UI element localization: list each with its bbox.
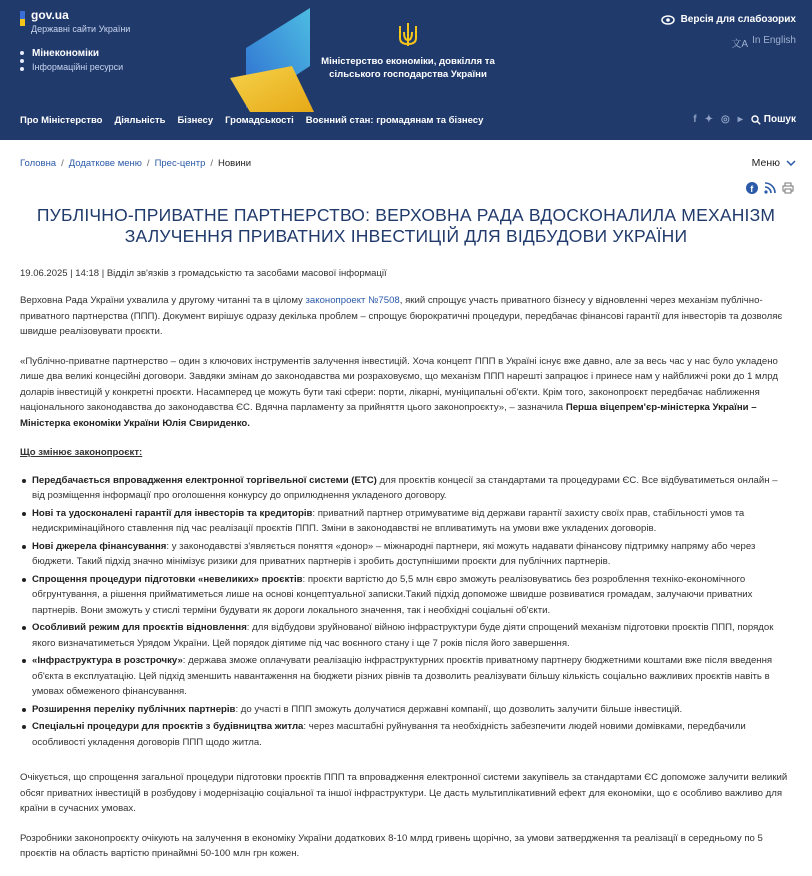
search-label: Пошук xyxy=(763,114,796,125)
trident-icon xyxy=(397,22,419,48)
facebook-icon[interactable]: f xyxy=(693,114,697,125)
telegram-icon[interactable]: ▸ xyxy=(737,114,743,125)
nav-item-martial-law[interactable]: Воєнний стан: громадянам та бізнесу xyxy=(305,115,484,126)
nav-item-business[interactable]: Бізнесу xyxy=(177,115,214,126)
gov-ua-link[interactable] xyxy=(20,8,160,34)
quote-author: Перша віцепрем'єр-міністерка України – Міністерка економіки України Юлія Свириденко. xyxy=(20,402,757,429)
list-item: Спрощення процедури підготовки «невеликих» проєктів: проєкти вартістю до 5,5 млн євро зможуть реалізовуватись без розроблення техніко-економічного обгрунтування, а рішення прийматиметься лише на основі концептуальної записки.Такий підхід допоможе швидше розвиватися громадам, залучаючи приватних партнерів. Вони зможуть у стислі терміни будувати як дороги локального значення, так і необхідні соціальні об'єкти. xyxy=(20,572,792,619)
min-title: Мінекономіки xyxy=(32,48,100,59)
nav-item-activity[interactable]: Діяльність xyxy=(114,115,166,126)
paragraph-quote: «Публічно-приватне партнерство – один з ключових інструментів залучення інвестицій. Хоча концепт ППП в Україні існує вже давно, але за весь час у нас було укладено лише два великі концесійні договори. Завдяки змінам до законодавства ми розраховуємо, що механізм ППП нарешті запрацює і принесе нам у найближчі роки до 1 млрд доларів інвестицій у конкретні проєкти. Насамперед це можуть бути такі сфери: порти, лікарні, муніципальні об'єкти. Крім того, законопроєкт передбачає наближення національного законодавства до законодавства ЄС. Вдячна парламенту за прийняття цього законопроєкту», – зазначила Перша віцепрем'єр-міністерка України – Міністерка економіки України Юлія Свириденко. xyxy=(20,355,778,429)
list-item: Нові та удосконалені гарантії для інвесторів та кредиторів: приватний партнер отримуватиме від держави гарантії захисту своїх прав, стабільності умов та недискримінаційного ставлення під час реалізації проєктів ППП. Зміни в законодавстві не впливатимуть на умови вже укладених договорів. xyxy=(20,506,792,537)
changes-list xyxy=(20,473,792,751)
list-item: Особливий режим для проєктів відновлення: для відбудови зруйнованої війною інфраструктури буде діяти спрощений механізм підготовки проєктів ППП, порядок якого визначатиметься Урядом України. Цей порядок діятиме під час воєнного стану і ще 7 років після його завершення. xyxy=(20,620,792,651)
youtube-icon[interactable]: ◎ xyxy=(721,114,730,125)
list-item: Спеціальні процедури для проєктів з будівництва житла: через масштабні руйнування та необхідність забезпечити людей новими домівками, передбачили особливості укладення договорів ППП щодо житла. xyxy=(20,719,792,750)
dots-icon xyxy=(20,48,24,72)
facebook-share-icon[interactable] xyxy=(746,182,758,194)
ukraine-flag-icon xyxy=(20,11,25,26)
twitter-icon[interactable]: ✦ xyxy=(704,114,714,125)
list-item: Розширення переліку публічних партнерів: до участі в ППП зможуть долучатися державні компанії, що дозволить залучити більше інвестицій. xyxy=(20,702,792,718)
nav-item-about[interactable]: Про Міністерство xyxy=(20,115,103,126)
accessible-version-label: Версія для слабозорих xyxy=(680,14,796,25)
article-body xyxy=(20,293,792,876)
search-button[interactable] xyxy=(751,114,796,125)
svg-text:f: f xyxy=(750,184,754,194)
changes-heading: Що змінює законопроєкт: xyxy=(20,447,143,458)
search-icon xyxy=(751,115,761,125)
ministry-name: Міністерство економіки, довкілля та сільського господарства України xyxy=(321,56,495,80)
accessible-version-link[interactable] xyxy=(661,14,796,25)
eye-icon xyxy=(661,15,675,25)
paragraph-developers: Розробники законопроєкту очікують на залучення в економіку України додаткових 8-10 млрд гривень щорічно, за умови затвердження та реалізації в середньому по 5 проєктів на область вартістю принаймні 50-100 млн грн кожен. xyxy=(20,832,763,859)
chevron-down-icon xyxy=(786,160,796,166)
paragraph-intro: Верховна Рада України ухвалила у другому читанні та в цілому законопроект №7508, який спрощує участь приватного бізнесу у відновленні через механізм публічно-приватного партнерства (ППП). Документ вирішує одразу декілька проблем – спрощує бюрократичні процедури, передбачає фінансові гарантії для інвесторів та дозволяє швидше реалізовувати проєкти. xyxy=(20,295,783,337)
menu-button[interactable] xyxy=(752,157,796,169)
nav-item-public[interactable]: Громадськості xyxy=(225,115,294,126)
paragraph-expectation: Очікується, що спрощення загальної процедури підготовки проєктів ППП та впровадження електронної системи закупівель за стандартами ЄС допоможе залучити великий обсяг приватних інвестицій в розбудову і модернізацію соціальної та іншої інфраструктури. Це дасть мультиплікативний ефект для економіки, що є особливо важливо для країни в сучасних умовах. xyxy=(20,772,788,814)
english-link[interactable] xyxy=(661,35,796,50)
breadcrumb-extra-menu[interactable]: Додаткове меню xyxy=(68,158,142,169)
main-nav xyxy=(20,115,483,126)
breadcrumb-home[interactable]: Головна xyxy=(20,158,57,169)
english-label: In English xyxy=(752,35,796,46)
rss-icon[interactable] xyxy=(764,182,776,194)
breadcrumb: Головна / Додаткове меню / Прес-центр / Новини xyxy=(20,158,252,169)
list-item: Передбачається впровадження електронної торгівельної системи (ЕТС) для проєктів концесії за стандартами та процедурами ЄС. Все відбуватиметься онлайн – від розміщення інформації про оголошення конкурсу до оприлюднення укладеного договору. xyxy=(20,473,792,504)
menu-label: Меню xyxy=(751,157,780,169)
article-title: ПУБЛІЧНО-ПРИВАТНЕ ПАРТНЕРСТВО: ВЕРХОВНА РАДА ВДОСКОНАЛИЛА МЕХАНІЗМ ЗАЛУЧЕННЯ ПРИВАТНИХ ІНВЕСТИЦІЙ ДЛЯ ВІДБУДОВИ УКРАЇНИ xyxy=(36,205,776,246)
site-header xyxy=(0,0,812,140)
print-icon[interactable] xyxy=(782,182,794,194)
breadcrumb-news: Новини xyxy=(218,158,252,169)
article-meta: 19.06.2025 | 14:18 | Відділ зв'язків з громадськістю та засобами масової інформації xyxy=(20,268,387,279)
list-item: Нові джерела фінансування: у законодавстві з'являється поняття «донор» – міжнародні партнери, які можуть надавати фінансову підтримку напряму або через бюджети. Такий підхід значно мінімізує ризики для приватних партнерів і зробить доступнішими проєкти для публічних партнерів. xyxy=(20,539,792,570)
min-subtitle: Інформаційні ресурси xyxy=(32,62,124,72)
list-item: «Інфраструктура в розстрочку»: держава зможе оплачувати реалізацію інфраструктурних проєктів приватному партнеру бюджетними коштами вже після введення об'єкта в експлуатацію. Цей підхід зменшить навантаження на бюджети різних рівнів та дозволить реалізувати більшу кількість соціально важливих проєктів навіть в умовах обмеженого фінансування. xyxy=(20,653,792,700)
breadcrumb-press-center[interactable]: Прес-центр xyxy=(154,158,206,169)
translate-icon: 文A xyxy=(731,39,749,50)
min-resources-link[interactable] xyxy=(20,48,123,72)
gov-ua-subtitle: Державні сайти України xyxy=(31,24,131,34)
gov-ua-title: gov.ua xyxy=(31,8,69,22)
bill-link[interactable]: законопроект №7508 xyxy=(305,295,400,306)
